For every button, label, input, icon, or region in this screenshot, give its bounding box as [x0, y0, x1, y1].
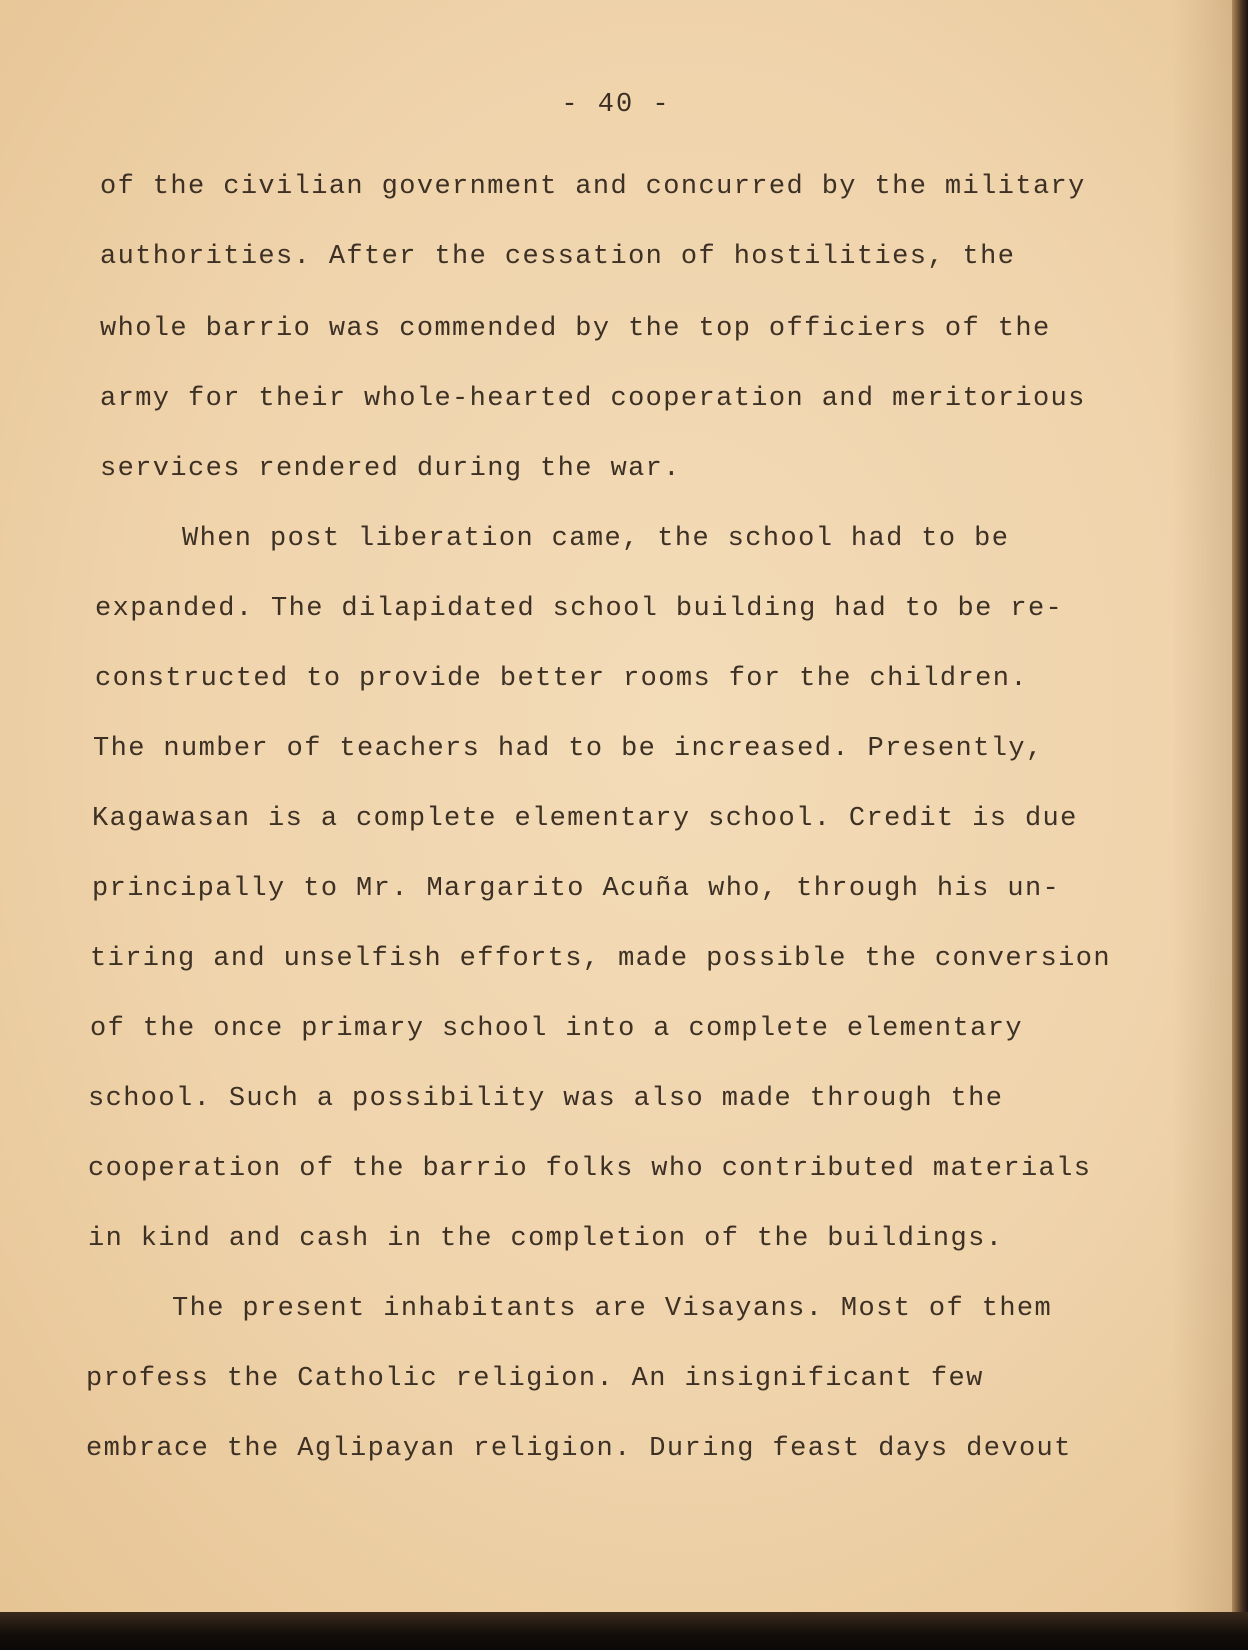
- text-line: cooperation of the barrio folks who contributed materials: [88, 1154, 1092, 1184]
- page-number: - 40 -: [561, 90, 671, 120]
- text-line: services rendered during the war.: [100, 454, 681, 484]
- text-line: in kind and cash in the completion of the buildings.: [88, 1224, 1004, 1254]
- text-line: When post liberation came, the school had to be: [182, 524, 1010, 554]
- text-line: constructed to provide better rooms for the children.: [95, 664, 1028, 694]
- text-line: principally to Mr. Margarito Acuña who, through his un-: [92, 874, 1061, 904]
- text-line: of the civilian government and concurred by the military: [100, 172, 1086, 202]
- text-line: of the once primary school into a complete elementary: [90, 1014, 1023, 1044]
- page-binding-edge: [1232, 0, 1248, 1650]
- text-line: school. Such a possibility was also made through the: [88, 1084, 1004, 1114]
- text-line: Kagawasan is a complete elementary school. Credit is due: [92, 804, 1078, 834]
- text-line: whole barrio was commended by the top officiers of the: [100, 314, 1051, 344]
- text-line: expanded. The dilapidated school building had to be re-: [95, 594, 1064, 624]
- text-line: The present inhabitants are Visayans. Most of them: [172, 1294, 1053, 1324]
- text-line: tiring and unselfish efforts, made possible the conversion: [90, 944, 1111, 974]
- text-line: authorities. After the cessation of hostilities, the: [100, 242, 1016, 272]
- scan-bottom-edge: [0, 1612, 1248, 1650]
- text-line: The number of teachers had to be increased. Presently,: [93, 734, 1044, 764]
- text-line: embrace the Aglipayan religion. During feast days devout: [86, 1434, 1072, 1464]
- text-line: army for their whole-hearted cooperation and meritorious: [100, 384, 1086, 414]
- text-line: profess the Catholic religion. An insignificant few: [86, 1364, 984, 1394]
